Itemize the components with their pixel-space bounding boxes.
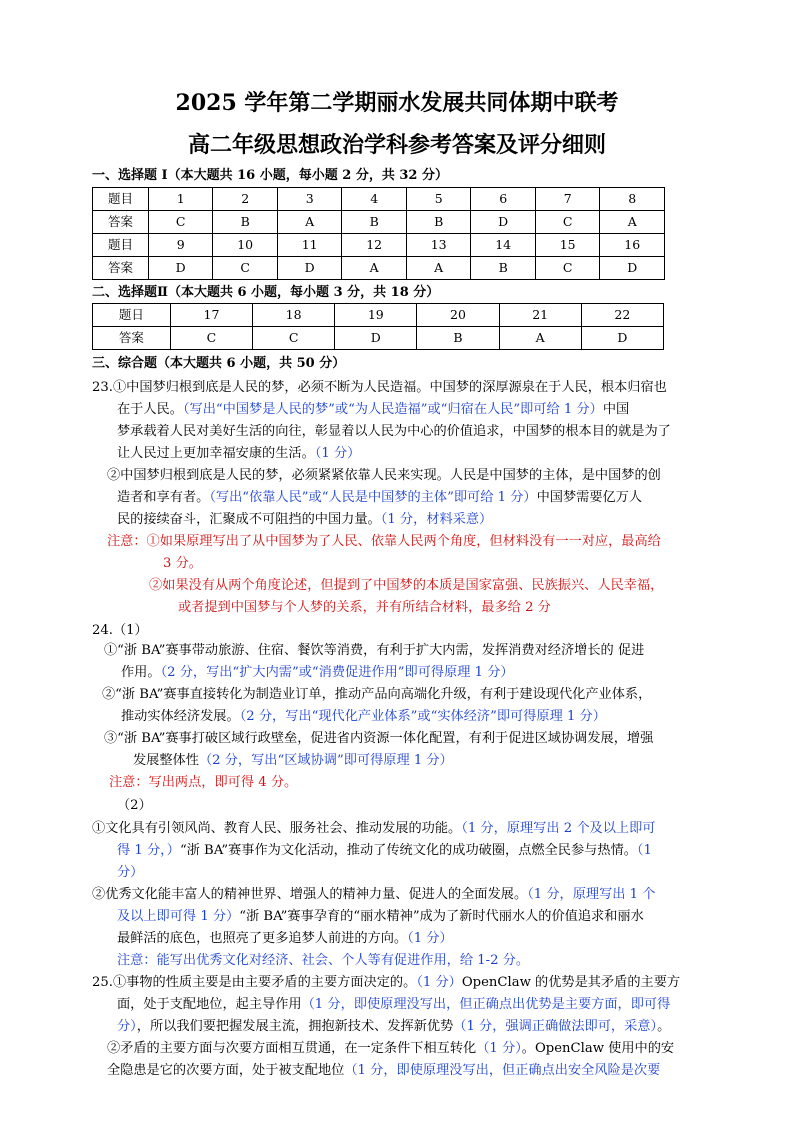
section3-heading: 三、综合题（本大题共 6 小题，共 50 分） xyxy=(92,356,346,371)
table-cell: C xyxy=(213,257,278,280)
table-cell: C xyxy=(170,327,252,350)
row-label: 答案 xyxy=(93,257,149,280)
table-cell: 18 xyxy=(253,304,335,327)
table-cell: 10 xyxy=(213,234,278,257)
row-label: 答案 xyxy=(93,211,149,234)
q23-line3: 梦承载着人民对美好生活的向往，彰显着以人民为中心的价值追求，中国梦的根本目的就是为了 xyxy=(117,424,671,439)
table-cell: 8 xyxy=(600,188,665,211)
choice-answer-table-1 xyxy=(92,187,665,280)
table-cell: 14 xyxy=(471,234,536,257)
table-cell: 6 xyxy=(471,188,536,211)
table-cell: B xyxy=(417,327,499,350)
table-row xyxy=(93,327,664,350)
q24-a1: ①“浙 BA”赛事带动旅游、住宿、餐饮等消费，有利于扩大内需，发挥消费对经济增长的 促进 xyxy=(104,643,645,658)
table-cell: C xyxy=(535,211,600,234)
table-row xyxy=(93,257,665,280)
table-row xyxy=(93,211,665,234)
q24-b1: ①文化具有引领风尚、教育人民、服务社会、推动发展的功能。（1 分，原理写出 2 个及以上即可 xyxy=(92,821,656,836)
q24-c3: 最鲜活的底色，也照亮了更多追梦人前进的方向。（1 分） xyxy=(117,931,453,946)
table-cell: B xyxy=(471,257,536,280)
q23-line6: 造者和享有者。（写出“依靠人民”或“人民是中国梦的主体”即可给 1 分）中国梦需要亿万人 xyxy=(117,490,643,505)
table-cell: C xyxy=(253,327,335,350)
row-label: 题目 xyxy=(93,188,149,211)
table-cell: 12 xyxy=(342,234,407,257)
table-cell: 22 xyxy=(581,304,663,327)
q24-b3: 分） xyxy=(117,865,144,880)
q23-line1: 23.①中国梦归根到底是人民的梦，必须不断为人民造福。中国梦的深厚源泉在于人民，根本归宿也 xyxy=(92,380,667,395)
table-cell: 4 xyxy=(342,188,407,211)
table-cell: 21 xyxy=(499,304,581,327)
table-cell: 15 xyxy=(535,234,600,257)
q25-line1: 25.①事物的性质主要是由主要矛盾的主要方面决定的。（1 分）OpenClaw 的优势是其矛盾的主要方 xyxy=(92,975,681,990)
table-cell: 17 xyxy=(170,304,252,327)
q24-c2: 及以上即可得 1 分）“浙 BA”赛事孕育的“丽水精神”成为了新时代丽水人的价值追求和丽水 xyxy=(117,909,644,924)
table-cell: 3 xyxy=(277,188,342,211)
table-cell: 7 xyxy=(535,188,600,211)
q25-line5: 全隐患是它的次要方面，处于被支配地位（1 分，即使原理没写出，但正确点出安全风险是次要 xyxy=(107,1063,661,1078)
q24-part1-heading: 24.（1） xyxy=(92,623,148,638)
q24-c1: ②优秀文化能丰富人的精神世界、增强人的精神力量、促进人的全面发展。（1 分，原理写出 1 个 xyxy=(92,887,656,902)
row-label: 题目 xyxy=(93,234,149,257)
q24-a3-cont: 发展整体性（2 分，写出“区域协调”即可得原理 1 分） xyxy=(133,753,453,768)
q24-note2: 注意：能写出优秀文化对经济、社会、个人等有促进作用，给 1-2 分。 xyxy=(117,953,530,968)
table-cell: 20 xyxy=(417,304,499,327)
table-row xyxy=(93,304,664,327)
table-cell: D xyxy=(600,257,665,280)
table-cell: B xyxy=(342,211,407,234)
section1-heading: 一、选择题 I（本大题共 16 小题，每小题 2 分，共 32 分） xyxy=(92,168,448,183)
q23-line2: 在于人民。（写出“中国梦是人民的梦”或“为人民造福”或“归宿在人民”即可给 1 分）中国 xyxy=(117,402,630,417)
q23-note2: ②如果没有从两个角度论述，但提到了中国梦的本质是国家富强、民族振兴、人民幸福， xyxy=(149,578,664,593)
table-cell: A xyxy=(277,211,342,234)
row-label: 题日 xyxy=(93,304,171,327)
q24-a1-cont: 作用。（2 分，写出“扩大内需”或“消费促进作用”即可得原理 1 分） xyxy=(121,665,514,680)
table-cell: 13 xyxy=(406,234,471,257)
table-cell: C xyxy=(148,211,213,234)
q25-line3: 分），所以我们要把握发展主流，拥抱新技术、发挥新优势（1 分，强调正确做法即可，采意）。 xyxy=(117,1019,671,1034)
table-cell: 19 xyxy=(335,304,417,327)
q24-a2: ②“浙 BA”赛事直接转化为制造业订单，推动产品向高端化升级，有利于建设现代化产业体系， xyxy=(102,687,652,702)
q23-line7: 民的接续奋斗，汇聚成不可阻挡的中国力量。（1 分，材料采意） xyxy=(117,512,493,527)
page-subtitle: 高二年级思想政治学科参考答案及评分细则 xyxy=(187,132,606,158)
q25-line2: 面，处于支配地位，起主导作用（1 分，即使原理没写出，但正确点出优势是主要方面，即可得 xyxy=(117,997,671,1012)
q23-note1: 注意：①如果原理写出了从中国梦为了人民、依靠人民两个角度，但材料没有一一对应，最高给 xyxy=(107,534,661,549)
table-cell: A xyxy=(499,327,581,350)
section2-heading: 二、选择题Ⅱ（本大题共 6 小题，每小题 3 分，共 18 分） xyxy=(92,285,440,300)
table-cell: 11 xyxy=(277,234,342,257)
table-row xyxy=(93,234,665,257)
table-cell: 1 xyxy=(148,188,213,211)
table-cell: A xyxy=(342,257,407,280)
page-title: 2025 学年第二学期丽水发展共同体期中联考 xyxy=(175,90,619,116)
table-row xyxy=(93,188,665,211)
q24-a2-cont: 推动实体经济发展。（2 分，写出“现代化产业体系”或“实体经济”即可得原理 1 分） xyxy=(121,709,606,724)
q24-note1: 注意：写出两点，即可得 4 分。 xyxy=(109,775,298,790)
q24-a3: ③“浙 BA”赛事打破区域行政壁垒，促进省内资源一体化配置，有利于促进区域协调发展，增强 xyxy=(104,731,654,746)
q24-b2: 得 1 分，）“浙 BA”赛事作为文化活动，推动了传统文化的成功破圈，点燃全民参与热情。（1 xyxy=(117,843,652,858)
table-cell: D xyxy=(581,327,663,350)
table-cell: 2 xyxy=(213,188,278,211)
q23-line4: 让人民过上更加幸福安康的生活。（1 分） xyxy=(117,446,361,461)
table-cell: 16 xyxy=(600,234,665,257)
table-cell: D xyxy=(335,327,417,350)
table-cell: A xyxy=(600,211,665,234)
table-cell: 5 xyxy=(406,188,471,211)
q24-part2-heading: （2） xyxy=(117,798,152,813)
q23-note2-cont: 或者提到中国梦与个人梦的关系，并有所结合材料，最多给 2 分 xyxy=(178,600,551,615)
table-cell: D xyxy=(471,211,536,234)
table-cell: A xyxy=(406,257,471,280)
q23-line5: ②中国梦归根到底是人民的梦，必须紧紧依靠人民来实现。人民是中国梦的主体，是中国梦的创 xyxy=(107,468,661,483)
row-label: 答案 xyxy=(93,327,171,350)
table-cell: B xyxy=(406,211,471,234)
table-cell: D xyxy=(148,257,213,280)
table-cell: C xyxy=(535,257,600,280)
choice-answer-table-2 xyxy=(92,303,664,350)
q23-note1-cont: 3 分。 xyxy=(163,556,202,571)
q25-line4: ②矛盾的主要方面与次要方面相互贯通，在一定条件下相互转化（1 分）。OpenClaw 使用中的安 xyxy=(107,1041,675,1056)
table-cell: 9 xyxy=(148,234,213,257)
table-cell: B xyxy=(213,211,278,234)
table-cell: D xyxy=(277,257,342,280)
